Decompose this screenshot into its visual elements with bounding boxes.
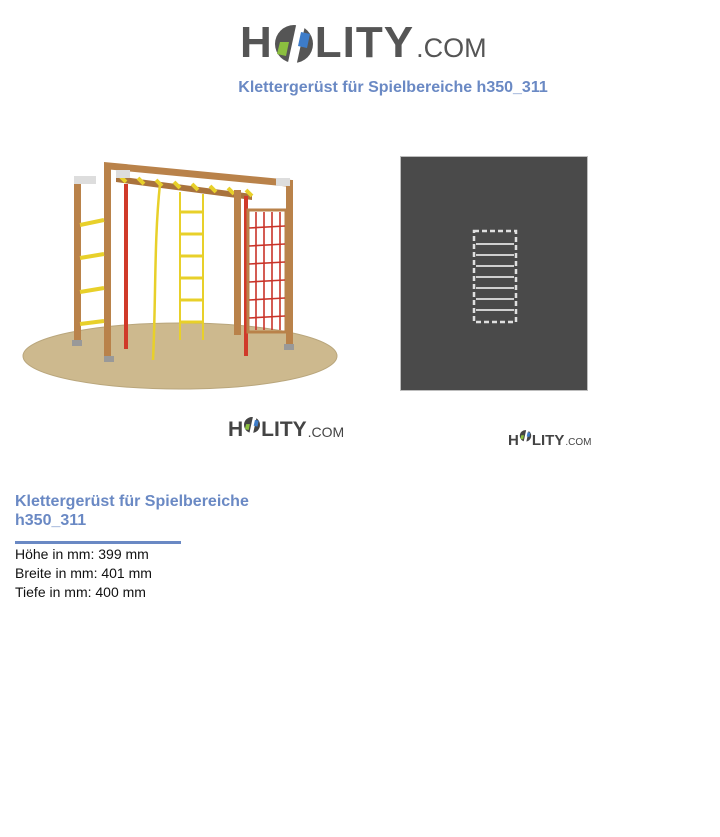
- logo-o-icon: [519, 428, 532, 448]
- holity-logo-small: H LITY .COM: [508, 428, 591, 448]
- spec-depth: [15, 583, 152, 602]
- logo-o-icon: [243, 414, 261, 440]
- spec-label: Höhe in mm:: [15, 546, 99, 562]
- climbing-frame-image: [20, 150, 345, 395]
- spec-value: 401 mm: [101, 565, 152, 581]
- spec-height: [15, 545, 152, 564]
- floor-plan-image: [400, 156, 588, 391]
- logo-o-icon: [274, 18, 314, 68]
- spec-value: 400 mm: [95, 584, 146, 600]
- spec-list: [15, 545, 152, 602]
- divider: [15, 541, 181, 544]
- spec-label: Breite in mm:: [15, 565, 102, 581]
- spec-value: 399 mm: [98, 546, 149, 562]
- product-title: Klettergerüst für Spielbereiche h350_311: [15, 493, 249, 529]
- page-title: Klettergerüst für Spielbereiche h350_311: [238, 79, 548, 96]
- holity-logo-small: H LITY .COM: [228, 414, 344, 440]
- spec-label: Tiefe in mm:: [15, 584, 96, 600]
- spec-width: [15, 564, 152, 583]
- holity-logo[interactable]: H LITY .COM: [240, 18, 487, 67]
